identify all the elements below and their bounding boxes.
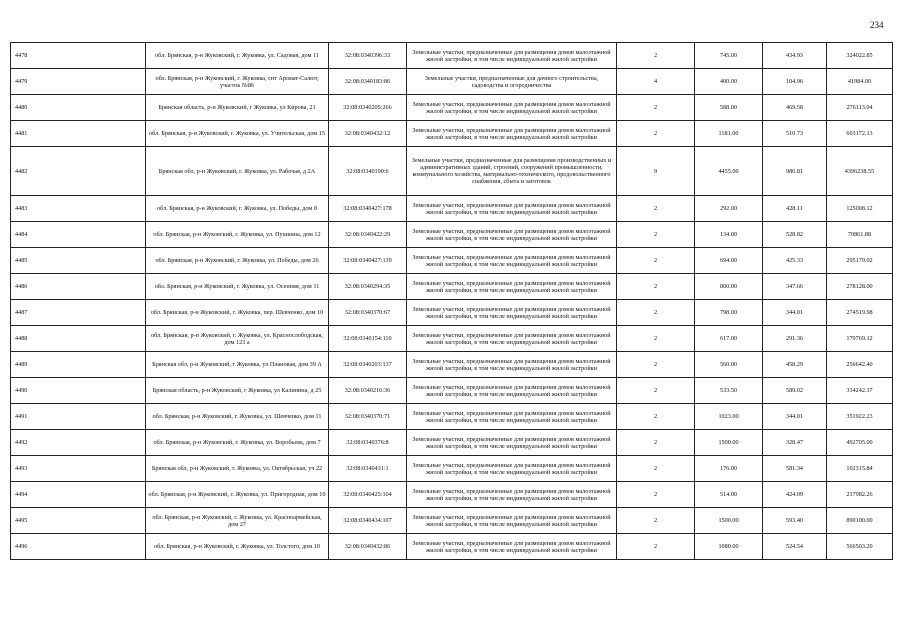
address-cell: Брянская обл, р-н Жуковский, г. Жуковка, ул. Рабочая, д 2А (146, 147, 329, 196)
cadastral-number-cell: 32:08:0340425:104 (329, 482, 407, 508)
group-cell: 2 (617, 378, 695, 404)
cadastral-value-table (10, 42, 893, 560)
group-cell: 2 (617, 508, 695, 534)
area-cell: 1080.00 (695, 534, 763, 560)
group-cell: 2 (617, 248, 695, 274)
cadastral-number-cell: 32:08:0340431:1 (329, 456, 407, 482)
table-row (11, 196, 893, 222)
table-row (11, 69, 893, 95)
address-cell: обл. Брянская, р-н Жуковский, г. Жуковка, ул. Садовая, дом 11 (146, 43, 329, 69)
table-row (11, 456, 893, 482)
area-cell: 1181.00 (695, 121, 763, 147)
table-row (11, 248, 893, 274)
specific-value-cell: 104.96 (763, 69, 827, 95)
row-id: 4486 (11, 274, 146, 300)
address-cell: обл. Брянская, р-н Жуковский, г. Жуковка, ул. Воробьева, дом 7 (146, 430, 329, 456)
area-cell: 1500.00 (695, 508, 763, 534)
row-id: 4479 (11, 69, 146, 95)
cadastral-number-cell: 32:08:0340376:8 (329, 430, 407, 456)
cadastral-number-cell: 32:08:0340422:29 (329, 222, 407, 248)
row-id: 4483 (11, 196, 146, 222)
address-cell: Брянская область, р-н Жуковский, г Жуковка, ул Кирова, 21 (146, 95, 329, 121)
land-use-cell: Земельные участки, предназначенные для размещения домов малоэтажной жилой застройки, в том числе индивидуальной жилой застройки (407, 508, 617, 534)
row-id: 4494 (11, 482, 146, 508)
specific-value-cell: 425.33 (763, 248, 827, 274)
land-use-cell: Земельные участки, предназначенные для размещения домов малоэтажной жилой застройки, в том числе индивидуальной жилой застройки (407, 326, 617, 352)
table-row (11, 43, 893, 69)
address-cell: Брянская обл, р-н Жуковский, г. Жуковка, ул. Октябрьская, уч 22 (146, 456, 329, 482)
specific-value-cell: 593.40 (763, 508, 827, 534)
row-id: 4487 (11, 300, 146, 326)
land-use-cell: Земельные участки, предназначенные для размещения домов малоэтажной жилой застройки, в том числе индивидуальной жилой застройки (407, 196, 617, 222)
group-cell: 2 (617, 121, 695, 147)
cadastral-number-cell: 32:08:0340432:86 (329, 534, 407, 560)
cadastral-value-cell: 4396238.55 (827, 147, 893, 196)
cadastral-value-cell: 603172.13 (827, 121, 893, 147)
group-cell: 2 (617, 300, 695, 326)
area-cell: 800.00 (695, 274, 763, 300)
group-cell: 2 (617, 274, 695, 300)
area-cell: 1023.00 (695, 404, 763, 430)
table-row (11, 326, 893, 352)
area-cell: 533.50 (695, 378, 763, 404)
cadastral-number-cell: 32:08:0340434:107 (329, 508, 407, 534)
cadastral-value-cell: 70861.88 (827, 222, 893, 248)
address-cell: обл. Брянская, р-н Жуковский, г. Жуковка, снт Аромат-Салют, участок №86 (146, 69, 329, 95)
table-body (11, 43, 893, 560)
specific-value-cell: 428.11 (763, 196, 827, 222)
group-cell: 2 (617, 456, 695, 482)
address-cell: Брянская область, р-н Жуковский, г Жуковка, ул Калинина, д 25 (146, 378, 329, 404)
land-use-cell: Земельные участки, предназначенные для размещения домов малоэтажной жилой застройки, в том числе индивидуальной жилой застройки (407, 222, 617, 248)
cadastral-number-cell: 32:08:0340396:33 (329, 43, 407, 69)
land-use-cell: Земельные участки, предназначенные для размещения домов малоэтажной жилой застройки, в том числе индивидуальной жилой застройки (407, 300, 617, 326)
cadastral-value-cell: 566503.20 (827, 534, 893, 560)
group-cell: 4 (617, 69, 695, 95)
area-cell: 400.00 (695, 69, 763, 95)
group-cell: 2 (617, 352, 695, 378)
specific-value-cell: 589.02 (763, 378, 827, 404)
land-use-cell: Земельные участки, предназначенные для размещения домов малоэтажной жилой застройки, в том числе индивидуальной жилой застройки (407, 456, 617, 482)
table-row (11, 95, 893, 121)
table-row (11, 274, 893, 300)
cadastral-number-cell: 32:08:0340183:86 (329, 69, 407, 95)
cadastral-value-cell: 102315.84 (827, 456, 893, 482)
row-id: 4496 (11, 534, 146, 560)
group-cell: 2 (617, 326, 695, 352)
land-use-cell: Земельные участки, предназначенные для размещения домов малоэтажной жилой застройки, в том числе индивидуальной жилой застройки (407, 534, 617, 560)
table-row (11, 147, 893, 196)
table-row (11, 121, 893, 147)
land-use-cell: Земельные участки, предназначенные для размещения домов малоэтажной жилой застройки, в том числе индивидуальной жилой застройки (407, 430, 617, 456)
area-cell: 292.00 (695, 196, 763, 222)
land-use-cell: Земельные участки, предназначенные для размещения домов малоэтажной жилой застройки, в том числе индивидуальной жилой застройки (407, 95, 617, 121)
table-row (11, 508, 893, 534)
area-cell: 694.00 (695, 248, 763, 274)
row-id: 4493 (11, 456, 146, 482)
cadastral-number-cell: 32:08:0340370:67 (329, 300, 407, 326)
land-use-cell: Земельные участки, предназначенные для размещения домов малоэтажной жилой застройки, в том числе индивидуальной жилой застройки (407, 274, 617, 300)
cadastral-value-cell: 351922.23 (827, 404, 893, 430)
address-cell: обл. Брянская, р-н Жуковский, г. Жуковка, ул. Краснослободская, дом 123 а (146, 326, 329, 352)
row-id: 4488 (11, 326, 146, 352)
address-cell: обл. Брянская, р-н Жуковский, г. Жуковка, ул. Пригородная, дом 10 (146, 482, 329, 508)
area-cell: 798.00 (695, 300, 763, 326)
address-cell: обл. Брянская, р-н Жуковский, г. Жуковка, ул. Толстого, дом 10 (146, 534, 329, 560)
specific-value-cell: 986.81 (763, 147, 827, 196)
cadastral-value-cell: 217982.26 (827, 482, 893, 508)
page-number: 234 (870, 20, 884, 30)
cadastral-number-cell: 32:08:0340370:71 (329, 404, 407, 430)
table-row (11, 222, 893, 248)
row-id: 4491 (11, 404, 146, 430)
cadastral-value-cell: 324022.85 (827, 43, 893, 69)
group-cell: 2 (617, 95, 695, 121)
land-use-cell: Земельные участки, предназначенные для размещения домов малоэтажной жилой застройки, в том числе индивидуальной жилой застройки (407, 482, 617, 508)
address-cell: обл. Брянская, р-н Жуковский, г. Жуковка, ул. Победы, дом 8 (146, 196, 329, 222)
specific-value-cell: 424.09 (763, 482, 827, 508)
group-cell: 2 (617, 222, 695, 248)
land-use-cell: Земельные участки, предназначенные для размещения домов малоэтажной жилой застройки, в том числе индивидуальной жилой застройки (407, 352, 617, 378)
group-cell: 2 (617, 534, 695, 560)
area-cell: 560.00 (695, 352, 763, 378)
address-cell: обл. Брянская, р-н Жуковский, г. Жуковка, ул. Победы, дом 26 (146, 248, 329, 274)
row-id: 4490 (11, 378, 146, 404)
area-cell: 617.00 (695, 326, 763, 352)
group-cell: 9 (617, 147, 695, 196)
cadastral-number-cell: 32:08:0340154:110 (329, 326, 407, 352)
address-cell: обл. Брянская, р-н Жуковский, г. Жуковка, ул. Осенняя, дом 11 (146, 274, 329, 300)
land-use-cell: Земельные участки, предназначенные для размещения производственных и административных зданий, строений, сооружений промышленности, коммунального хозяйства, материально-технического, продовольственного снабжения, сбыта и заготовок (407, 147, 617, 196)
table-row (11, 482, 893, 508)
cadastral-value-cell: 179769.12 (827, 326, 893, 352)
address-cell: обл. Брянская, р-н Жуковский, г. Жуковка, ул. Учительская, дом 15 (146, 121, 329, 147)
cadastral-value-cell: 890100.00 (827, 508, 893, 534)
cadastral-value-cell: 41984.00 (827, 69, 893, 95)
land-use-cell: Земельные участки, предназначенные для размещения домов малоэтажной жилой застройки, в том числе индивидуальной жилой застройки (407, 404, 617, 430)
cadastral-number-cell: 32:08:0340432:12 (329, 121, 407, 147)
row-id: 4484 (11, 222, 146, 248)
land-use-cell: Земельные участки, предназначенные для размещения домов малоэтажной жилой застройки, в том числе индивидуальной жилой застройки (407, 248, 617, 274)
area-cell: 745.00 (695, 43, 763, 69)
cadastral-value-cell: 276113.04 (827, 95, 893, 121)
table-row (11, 404, 893, 430)
specific-value-cell: 347.66 (763, 274, 827, 300)
specific-value-cell: 528.82 (763, 222, 827, 248)
address-cell: Брянская обл, р-н Жуковский, г Жуковка, ул Плановая, дом 39 А (146, 352, 329, 378)
cadastral-value-cell: 295179.02 (827, 248, 893, 274)
area-cell: 4455.00 (695, 147, 763, 196)
row-id: 4485 (11, 248, 146, 274)
row-id: 4482 (11, 147, 146, 196)
table-row (11, 378, 893, 404)
cadastral-number-cell: 32:08:0340203:137 (329, 352, 407, 378)
group-cell: 2 (617, 404, 695, 430)
land-use-cell: Земельные участки, предназначенные для размещения домов малоэтажной жилой застройки, в том числе индивидуальной жилой застройки (407, 378, 617, 404)
specific-value-cell: 524.54 (763, 534, 827, 560)
cadastral-number-cell: 32:08:0340216:36 (329, 378, 407, 404)
specific-value-cell: 291.36 (763, 326, 827, 352)
cadastral-number-cell: 32:08:0340190:6 (329, 147, 407, 196)
cadastral-number-cell: 32:08:0340427:178 (329, 196, 407, 222)
row-id: 4481 (11, 121, 146, 147)
specific-value-cell: 510.73 (763, 121, 827, 147)
specific-value-cell: 344.01 (763, 300, 827, 326)
cadastral-number-cell: 32:08:0340427:139 (329, 248, 407, 274)
area-cell: 134.00 (695, 222, 763, 248)
table-row (11, 352, 893, 378)
address-cell: обл. Брянская, р-н Жуковский, г. Жуковка, пер. Шевченко, дом 10 (146, 300, 329, 326)
land-use-cell: Земельные участки, предназначенные для размещения домов малоэтажной жилой застройки, в том числе индивидуальной жилой застройки (407, 121, 617, 147)
area-cell: 588.00 (695, 95, 763, 121)
land-use-cell: Земельные участки, предназначенные для дачного строительства, садоводства и огородничества (407, 69, 617, 95)
address-cell: обл. Брянская, р-н Жуковский, г. Жуковка, ул. Пушкина, дом 12 (146, 222, 329, 248)
group-cell: 2 (617, 482, 695, 508)
address-cell: обл. Брянская, р-н Жуковский, г. Жуковка, ул. Шевченко, дом 11 (146, 404, 329, 430)
area-cell: 514.00 (695, 482, 763, 508)
area-cell: 176.00 (695, 456, 763, 482)
specific-value-cell: 581.34 (763, 456, 827, 482)
cadastral-value-cell: 125008.12 (827, 196, 893, 222)
specific-value-cell: 458.29 (763, 352, 827, 378)
group-cell: 2 (617, 196, 695, 222)
row-id: 4489 (11, 352, 146, 378)
cadastral-value-cell: 492705.00 (827, 430, 893, 456)
table-row (11, 300, 893, 326)
cadastral-number-cell: 32:08:0340294:35 (329, 274, 407, 300)
land-use-cell: Земельные участки, предназначенные для размещения домов малоэтажной жилой застройки, в том числе индивидуальной жилой застройки (407, 43, 617, 69)
row-id: 4478 (11, 43, 146, 69)
group-cell: 2 (617, 43, 695, 69)
cadastral-number-cell: 32:08:0340205:266 (329, 95, 407, 121)
table-row (11, 430, 893, 456)
cadastral-value-cell: 278128.00 (827, 274, 893, 300)
cadastral-value-cell: 274519.98 (827, 300, 893, 326)
specific-value-cell: 434.93 (763, 43, 827, 69)
row-id: 4480 (11, 95, 146, 121)
specific-value-cell: 344.01 (763, 404, 827, 430)
address-cell: обл. Брянская, р-н Жуковский, г. Жуковка, ул. Красноармейская, дом 27 (146, 508, 329, 534)
row-id: 4495 (11, 508, 146, 534)
specific-value-cell: 469.58 (763, 95, 827, 121)
row-id: 4492 (11, 430, 146, 456)
cadastral-value-cell: 256642.40 (827, 352, 893, 378)
group-cell: 2 (617, 430, 695, 456)
area-cell: 1500.00 (695, 430, 763, 456)
specific-value-cell: 328.47 (763, 430, 827, 456)
cadastral-value-cell: 314242.17 (827, 378, 893, 404)
table-row (11, 534, 893, 560)
